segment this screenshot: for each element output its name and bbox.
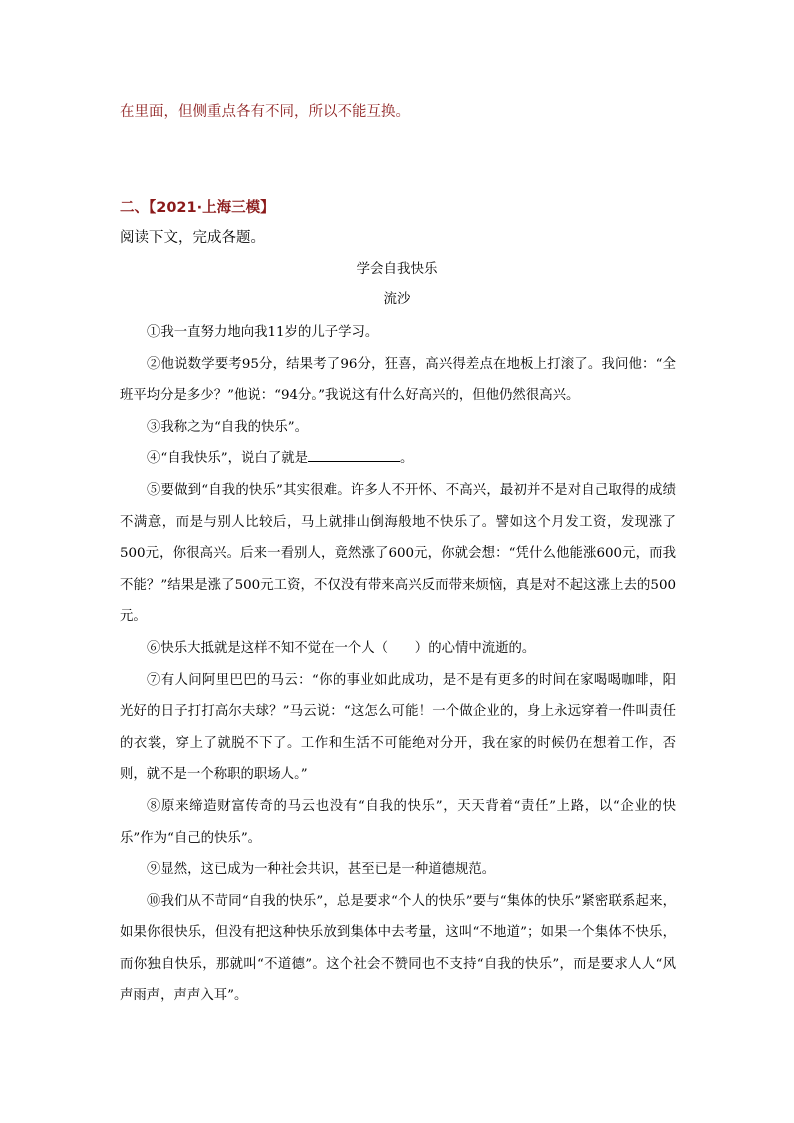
paragraph-5: ⑤要做到“自我的快乐”其实很难。许多人不开怀、不高兴，最初并不是对自己取得的成绩不满意，而是与别人比较后，马上就排山倒海般地不快乐了。譬如这个月发工资，发现涨了500元，你很高兴。后来一看别人，竟然涨了600元，你就会想：“凭什么他能涨600元，而我不能？”结果是涨了500元工资，不仅没有带来高兴反而带来烦恼，真是对不起这涨上去的500元。 [120, 482, 676, 625]
carryover-answer-text: 在里面，但侧重点各有不同，所以不能互换。 [120, 104, 410, 120]
paragraph-6: ⑥快乐大抵就是这样不知不觉在一个人（ ）的心情中流逝的。 [147, 640, 536, 656]
article-author: 流沙 [383, 291, 411, 307]
paragraph-4-text: ④“自我快乐”，说白了就是 [147, 451, 308, 467]
paragraph-4 [120, 443, 676, 475]
article-body [120, 317, 676, 1012]
fill-in-blank [308, 447, 400, 462]
paragraph-4-end: 。 [400, 451, 414, 467]
section-source: 【2021·上海三模】 [149, 200, 275, 216]
paragraph-2: ②他说数学要考95分，结果考了96分，狂喜，高兴得差点在地板上打滚了。我问他：“全班平均分是多少？”他说：“94分。”我说这有什么好高兴的，但他仍然很高兴。 [120, 356, 676, 404]
paragraph-1: ①我一直努力地向我11岁的儿子学习。 [147, 325, 379, 340]
paragraph-8: ⑧原来缔造财富传奇的马云也没有“自我的快乐”，天天背着“责任”上路，以“企业的快乐”作为“自己的快乐”。 [120, 798, 676, 846]
paragraph-10: ⑩我们从不苛同“自我的快乐”，总是要求“个人的快乐”要与“集体的快乐”紧密联系起来，如果你很快乐，但没有把这种快乐放到集体中去考量，这叫“不地道”；如果一个集体不快乐，而你独自快乐，那就叫“不道德”。这个社会不赞同也不支持“自我的快乐”，而是要求人人“风声雨声，声声入耳”。 [120, 893, 676, 1004]
section-heading [120, 196, 275, 220]
paragraph-7: ⑦有人问阿里巴巴的马云：“你的事业如此成功，是不是有更多的时间在家喝喝咖啡，阳光好的日子打打高尔夫球？”马云说：“这怎么可能！一个做企业的，身上永远穿着一件叫责任的衣裳，穿上了就脱不下了。工作和生活不可能绝对分开，我在家的时候仍在想着工作，否则，就不是一个称职的职场人。” [120, 672, 676, 783]
paragraph-9: ⑨显然，这已成为一种社会共识，甚至已是一种道德规范。 [147, 862, 496, 878]
article-title: 学会自我快乐 [356, 261, 438, 277]
paragraph-3: ③我称之为“自我的快乐”。 [147, 419, 308, 435]
section-number: 二、 [120, 200, 149, 216]
reading-instruction: 阅读下文，完成各题。 [120, 230, 265, 246]
